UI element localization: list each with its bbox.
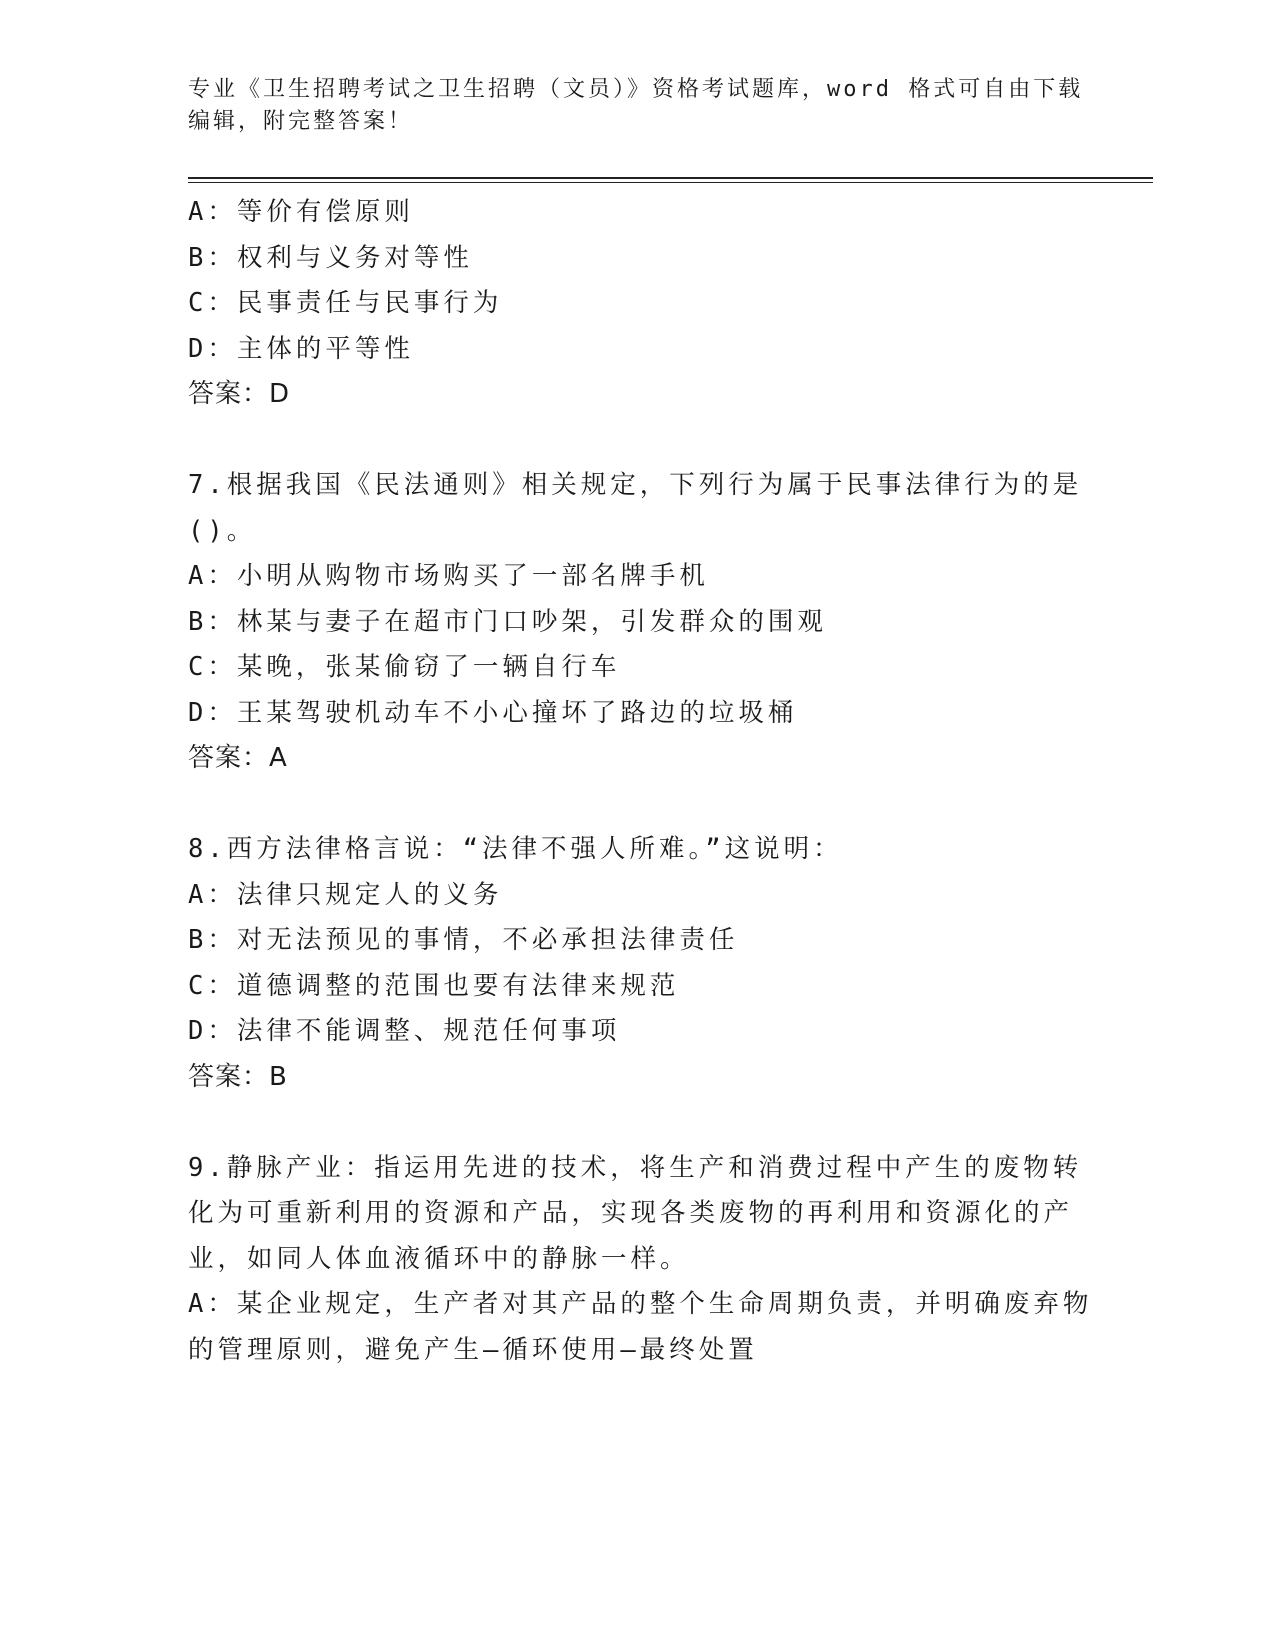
option-a-line-2: 的管理原则，避免产生—循环使用—最终处置 [188, 1334, 758, 1365]
option-d: D：法律不能调整、规范任何事项 [188, 1016, 621, 1046]
question-text-line-1: 9.静脉产业：指运用先进的技术，将生产和消费过程中产生的废物转 [188, 1152, 1083, 1183]
question-8 [188, 827, 1088, 1100]
option-c: C：民事责任与民事行为 [188, 288, 503, 318]
document-header [188, 74, 1088, 138]
question-text-line-1: 7.根据我国《民法通则》相关规定，下列行为属于民事法律行为的是 [188, 470, 1083, 500]
header-line-1: 专业《卫生招聘考试之卫生招聘（文员）》资格考试题库，word 格式可自由下载 [188, 77, 1084, 102]
option-b: B：权利与义务对等性 [188, 242, 473, 273]
option-c: C：道德调整的范围也要有法律来规范 [188, 970, 680, 1001]
option-d: D：王某驾驶机动车不小心撞坏了路边的垃圾桶 [188, 697, 798, 728]
header-divider [188, 177, 1153, 179]
question-text-line-3: 业，如同人体血液循环中的静脉一样。 [188, 1243, 690, 1274]
question-list [188, 190, 1093, 1373]
question-6 [188, 190, 1088, 418]
header-divider-thin [188, 182, 1153, 183]
option-b: B：对无法预见的事情，不必承担法律责任 [188, 925, 739, 955]
answer: 答案：D [188, 379, 291, 409]
question-7 [188, 463, 1088, 782]
answer: 答案：A [188, 743, 288, 773]
option-c: C：某晚，张某偷窃了一辆自行车 [188, 652, 621, 682]
question-9 [188, 1146, 1093, 1374]
option-a-line-1: A：某企业规定，生产者对其产品的整个生命周期负责，并明确废弃物 [188, 1289, 1093, 1319]
answer: 答案：B [188, 1061, 288, 1092]
option-d: D：主体的平等性 [188, 333, 414, 364]
question-text: 8.西方法律格言说：“法律不强人所难。”这说明： [188, 834, 843, 864]
option-a: A：法律只规定人的义务 [188, 879, 503, 910]
option-b: B：林某与妻子在超市门口吵架，引发群众的围观 [188, 606, 827, 637]
option-a: A：等价有偿原则 [188, 197, 414, 227]
question-text-line-2: ()。 [188, 515, 257, 546]
header-line-2: 编辑，附完整答案！ [188, 109, 414, 134]
option-a: A：小明从购物市场购买了一部名牌手机 [188, 561, 709, 591]
question-text-line-2: 化为可重新利用的资源和产品，实现各类废物的再利用和资源化的产 [188, 1198, 1074, 1228]
